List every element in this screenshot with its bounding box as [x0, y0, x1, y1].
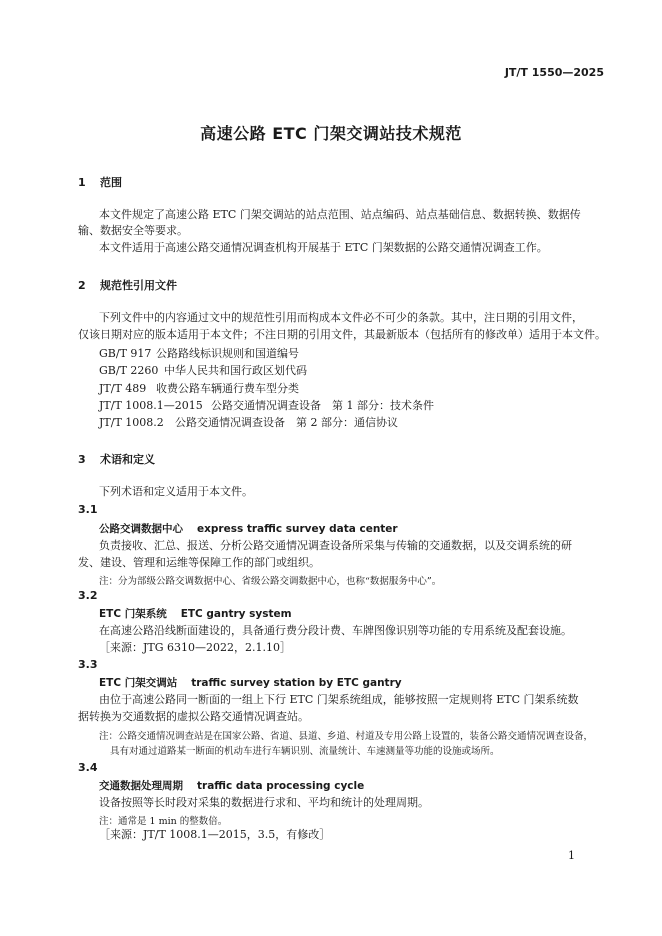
term-note: 注：公路交通情况调查站是在国家公路、省道、县道、乡道、村道及专用公路上设置的，装备公路交通情况调查设备， — [99, 731, 594, 742]
reference-item — [99, 347, 299, 360]
reference-item — [99, 416, 398, 429]
definition-line: 负责接收、汇总、报送、分析公路交通情况调查设备所采集与传输的交通数据，以及交调系统的研 — [99, 539, 572, 552]
definition-line: 据转换为交通数据的虚拟公路交通情况调查站。 — [78, 710, 309, 723]
definition-line: 发、建设、管理和运维等保障工作的部门或组织。 — [78, 556, 320, 569]
reference-code: JT/T 1008.2 — [99, 416, 164, 429]
term-heading — [99, 606, 292, 621]
reference-item — [99, 364, 307, 377]
section-number: 2 — [78, 279, 86, 292]
term-note: 注：通常是 1 min 的整数倍。 — [99, 816, 228, 827]
section-title: 规范性引用文件 — [100, 279, 177, 292]
term-source: ［来源：JT/T 1008.1—2015，3.5，有修改］ — [99, 828, 331, 841]
term-en: traffic survey station by ETC gantry — [191, 677, 402, 689]
paragraph-line: 本文件适用于高速公路交通情况调查机构开展基于 ETC 门架数据的公路交通情况调查工作。 — [99, 241, 548, 254]
section-title: 范围 — [100, 176, 122, 189]
term-heading — [99, 675, 402, 690]
reference-item — [99, 382, 299, 395]
term-heading — [99, 778, 364, 793]
reference-title: 中华人民共和国行政区划代码 — [164, 364, 307, 377]
section-number: 1 — [78, 176, 86, 189]
term-number: 3.4 — [78, 761, 98, 774]
paragraph-line: 本文件规定了高速公路 ETC 门架交调站的站点范围、站点编码、站点基础信息、数据转换、数据传 — [99, 208, 581, 221]
term-source: ［来源：JTG 6310—2022，2.1.10］ — [99, 641, 292, 654]
paragraph-line: 仅该日期对应的版本适用于本文件；不注日期的引用文件，其最新版本（包括所有的修改单）适用于本文件。 — [78, 328, 606, 341]
term-note: 注：分为部级公路交调数据中心、省级公路交调数据中心，也称“数据服务中心”。 — [99, 576, 442, 587]
term-note: 具有对通过道路某一断面的机动车进行车辆识别、流量统计、车速测量等功能的设施或场所。 — [110, 746, 500, 757]
page-number: 1 — [568, 849, 575, 862]
term-number: 3.1 — [78, 503, 98, 516]
reference-item — [99, 399, 434, 412]
section-2-heading — [78, 277, 177, 293]
term-zh: 交通数据处理周期 — [99, 780, 183, 792]
definition-line: 设备按照等长时段对采集的数据进行求和、平均和统计的处理周期。 — [99, 796, 429, 809]
section-title: 术语和定义 — [100, 453, 155, 466]
reference-title: 公路交通情况调查设备 第 2 部分：通信协议 — [175, 416, 398, 429]
section-1-heading — [78, 174, 122, 190]
term-en: express traffic survey data center — [197, 523, 398, 535]
section-number: 3 — [78, 453, 86, 466]
term-heading — [99, 521, 398, 536]
term-zh: 公路交调数据中心 — [99, 523, 183, 535]
reference-code: GB/T 917 — [99, 347, 152, 360]
standard-code: JT/T 1550—2025 — [504, 66, 604, 79]
term-en: ETC gantry system — [180, 608, 292, 620]
term-en: traffic data processing cycle — [197, 780, 365, 792]
reference-title: 公路交通情况调查设备 第 1 部分：技术条件 — [211, 399, 434, 412]
paragraph-line: 下列文件中的内容通过文中的规范性引用而构成本文件必不可少的条款。其中，注日期的引用文件， — [99, 311, 583, 324]
paragraph-line: 下列术语和定义适用于本文件。 — [99, 485, 253, 498]
document-title: 高速公路 ETC 门架交调站技术规范 — [200, 124, 462, 143]
definition-line: 由位于高速公路同一断面的一组上下行 ETC 门架系统组成，能够按照一定规则将 ETC 门架系统数 — [99, 693, 579, 706]
reference-code: GB/T 2260 — [99, 364, 159, 377]
term-number: 3.2 — [78, 589, 98, 602]
definition-line: 在高速公路沿线断面建设的，具备通行费分段计费、车牌图像识别等功能的专用系统及配套设施。 — [99, 624, 572, 637]
reference-code: JT/T 489 — [99, 382, 147, 395]
paragraph-line: 输、数据安全等要求。 — [78, 224, 188, 237]
reference-title: 公路路线标识规则和国道编号 — [156, 347, 299, 360]
section-3-heading — [78, 451, 155, 467]
term-number: 3.3 — [78, 658, 98, 671]
term-zh: ETC 门架系统 — [99, 608, 167, 620]
term-zh: ETC 门架交调站 — [99, 677, 178, 689]
reference-code: JT/T 1008.1—2015 — [99, 399, 203, 412]
reference-title: 收费公路车辆通行费车型分类 — [156, 382, 299, 395]
